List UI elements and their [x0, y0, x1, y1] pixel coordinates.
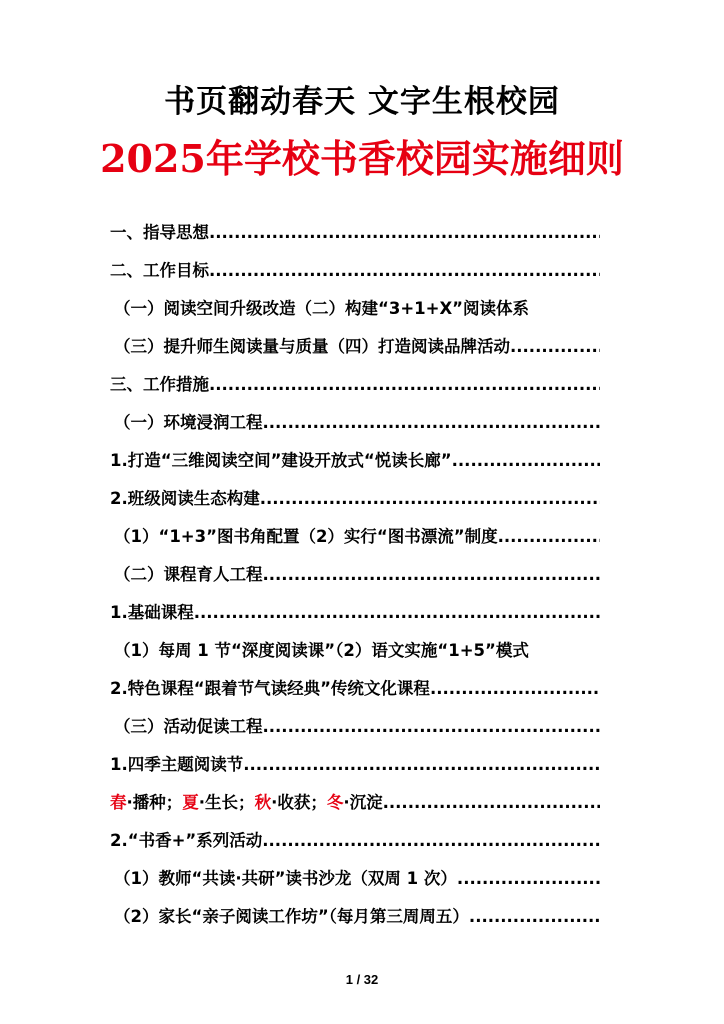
toc-entry-label: （2）家长“亲子阅读工作坊”（每月第三周周五）: [114, 907, 469, 926]
toc-entry-label: （1）教师“共读·共研”读书沙龙（双周 1 次）: [114, 869, 457, 888]
toc-entry[interactable]: [110, 395, 600, 433]
season-theme: ·生长；: [198, 793, 255, 812]
toc-entry-label: 2.班级阅读生态构建: [110, 489, 260, 508]
table-of-contents: [110, 205, 600, 927]
season-name: 春: [110, 793, 127, 812]
toc-entry-label: （1）每周 1 节“深度阅读课”（2）语文实施“1+5”模式: [114, 641, 529, 660]
season-theme: ·沉淀: [343, 793, 383, 812]
season-theme: ·收获；: [271, 793, 327, 812]
toc-entry[interactable]: [110, 243, 600, 281]
toc-entry-label: （一）环境浸润工程: [114, 413, 263, 432]
toc-entry[interactable]: [110, 661, 600, 699]
toc-entry-label: 2.特色课程“跟着节气读经典”传统文化课程: [110, 679, 430, 698]
toc-entry-label: 三、工作措施: [110, 375, 209, 394]
season-name: 冬: [326, 793, 344, 812]
dot-leader: [383, 793, 600, 813]
toc-entry[interactable]: [110, 737, 600, 775]
dot-leader: [209, 261, 600, 281]
toc-entry-label: （二）课程育人工程: [114, 565, 263, 584]
dot-leader: [209, 223, 600, 243]
toc-entry[interactable]: [110, 319, 600, 357]
toc-entry-label: （一）阅读空间升级改造（二）构建“3+1+X”阅读体系: [114, 299, 530, 318]
dot-leader: [262, 831, 600, 851]
toc-entry-label: （三）提升师生阅读量与质量（四）打造阅读品牌活动: [114, 337, 510, 356]
toc-entry-label: 1.打造“三维阅读空间”建设开放式“悦读长廊”: [110, 451, 452, 470]
toc-entry[interactable]: [110, 889, 600, 927]
toc-entry[interactable]: [110, 547, 600, 585]
season-name: 夏: [182, 793, 199, 812]
dot-leader: [260, 489, 600, 509]
dot-leader: [263, 565, 601, 585]
toc-entry[interactable]: [110, 699, 600, 737]
document-subtitle: 书页翻动春天 文字生根校园: [164, 84, 560, 120]
toc-entry-label: 1.四季主题阅读节: [110, 755, 244, 774]
season-name: 秋: [254, 793, 272, 812]
dot-leader: [430, 679, 600, 699]
season-theme: ·播种；: [126, 793, 183, 812]
document-title: 2025年学校书香校园实施细则: [100, 136, 624, 181]
page-indicator: 1 / 32: [345, 972, 379, 987]
toc-entry-label: 2.“书香+”系列活动: [110, 831, 263, 850]
dot-leader: [243, 755, 600, 775]
toc-entry-seasons[interactable]: [110, 775, 600, 813]
toc-entry[interactable]: [110, 813, 600, 851]
toc-entry-label: 一、指导思想: [110, 223, 209, 242]
toc-entry[interactable]: [110, 623, 600, 661]
toc-entry[interactable]: [110, 433, 600, 471]
dot-leader: [498, 527, 600, 547]
toc-entry-label: （1）“1+3”图书角配置（2）实行“图书漂流”制度: [114, 527, 498, 546]
dot-leader: [510, 337, 600, 357]
toc-entry-label: （三）活动促读工程: [114, 717, 263, 736]
toc-entry[interactable]: [110, 357, 600, 395]
dot-leader: [452, 451, 600, 471]
dot-leader: [263, 413, 601, 433]
toc-entry-label: [110, 793, 383, 813]
dot-leader: [194, 603, 600, 623]
dot-leader: [263, 717, 601, 737]
dot-leader: [457, 869, 600, 889]
toc-entry[interactable]: [110, 851, 600, 889]
toc-entry[interactable]: [110, 471, 600, 509]
toc-entry[interactable]: [110, 509, 600, 547]
toc-entry[interactable]: [110, 205, 600, 243]
dot-leader: [469, 907, 600, 927]
toc-entry-label: 二、工作目标: [110, 261, 209, 280]
toc-entry[interactable]: [110, 585, 600, 623]
toc-entry[interactable]: [110, 281, 600, 319]
toc-entry-label: 1.基础课程: [110, 603, 194, 622]
dot-leader: [209, 375, 600, 395]
